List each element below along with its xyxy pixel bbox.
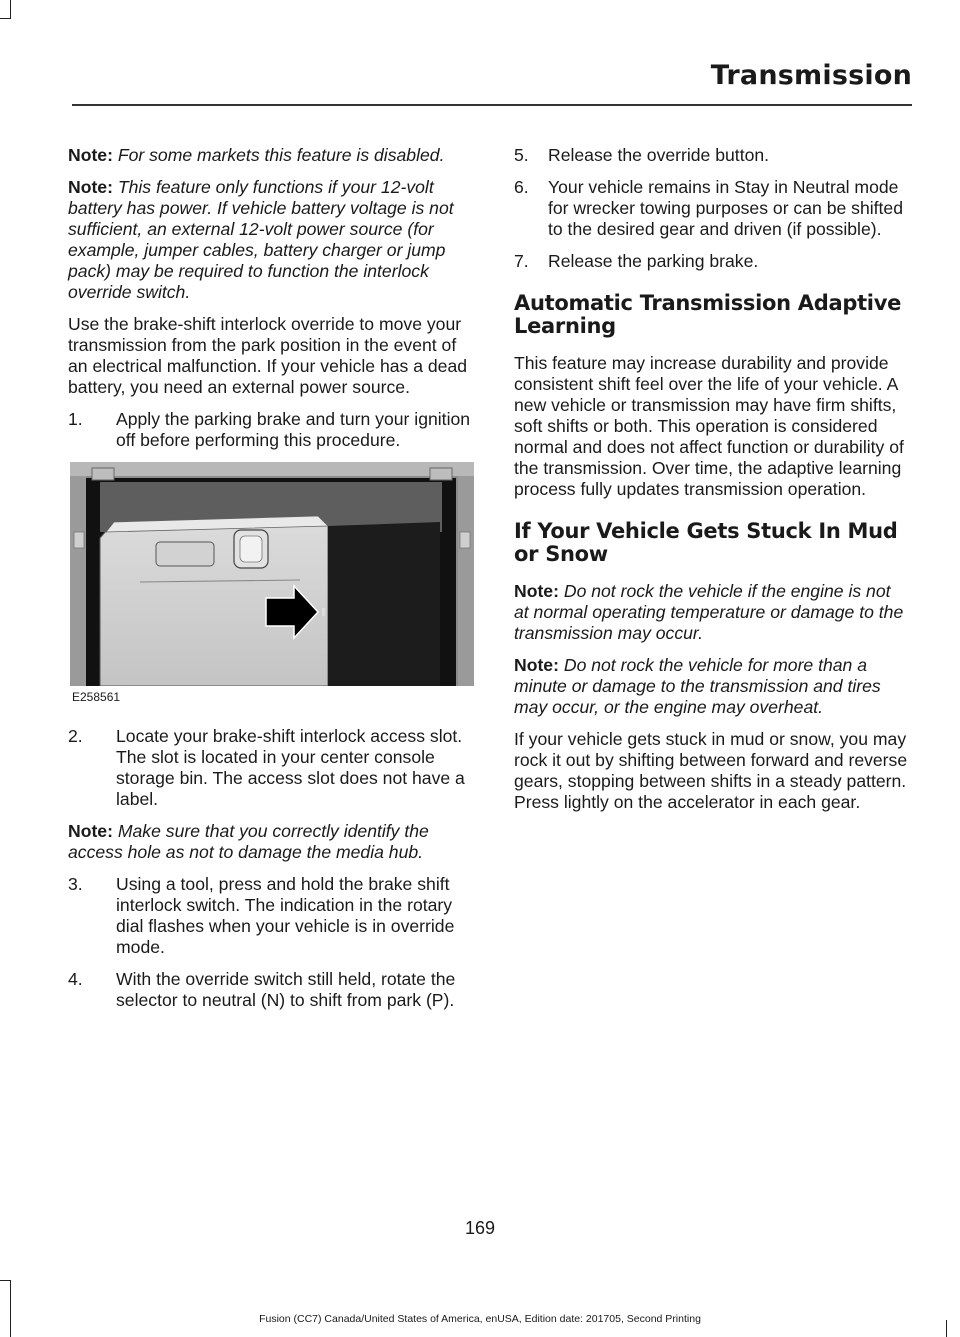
step-7 bbox=[514, 251, 908, 272]
section-heading-stuck-mud-snow: If Your Vehicle Gets Stuck In Mud or Snow bbox=[514, 519, 898, 566]
header-divider bbox=[72, 104, 912, 106]
note-label: Note: bbox=[68, 145, 113, 165]
note-label: Note: bbox=[68, 177, 113, 197]
adaptive-learning-paragraph: This feature may increase durability and provide consistent shift feel over the life of your vehicle. A new vehicle or transmission may have firm shifts, soft shifts or both. This operation is considered normal and does not affect function or durability of the transmission. Over time, the adaptive learning process fully updates transmission operation. bbox=[514, 353, 904, 499]
note-text: Do not rock the vehicle for more than a minute or damage to the transmission and tires may occur, or the engine may overheat. bbox=[514, 655, 881, 717]
note-access-hole bbox=[68, 821, 476, 863]
left-column bbox=[68, 145, 476, 1022]
step-number: 2. bbox=[68, 726, 83, 746]
note-label: Note: bbox=[514, 581, 559, 601]
step-4 bbox=[68, 969, 476, 1011]
note-text: Do not rock the vehicle if the engine is not at normal operating temperature or damage to the transmission may occur. bbox=[514, 581, 904, 643]
step-text: Apply the parking brake and turn your ignition off before performing this procedure. bbox=[116, 409, 471, 450]
step-text: Using a tool, press and hold the brake shift interlock switch. The indication in the rotary dial flashes when your vehicle is in override mode. bbox=[116, 874, 455, 957]
note-text: This feature only functions if your 12-volt battery has power. If vehicle battery voltage is not sufficient, an external 12-volt power source (for example, jumper cables, battery charger or jump pack) may be required to function the interlock override switch. bbox=[68, 177, 454, 302]
crop-mark-top-left bbox=[10, 0, 11, 18]
console-illustration bbox=[70, 462, 474, 706]
note-label: Note: bbox=[514, 655, 559, 675]
note-battery bbox=[68, 177, 476, 303]
note-engine-temperature bbox=[514, 581, 908, 644]
step-number: 6. bbox=[514, 177, 529, 197]
note-rocking-duration bbox=[514, 655, 908, 718]
page-number: 169 bbox=[464, 1218, 496, 1238]
step-text: Locate your brake-shift interlock access slot. The slot is located in your center console storage bin. The access slot does not have a label. bbox=[116, 726, 465, 809]
section-heading-adaptive-learning: Automatic Transmission Adaptive Learning bbox=[514, 291, 902, 338]
step-text: Release the parking brake. bbox=[548, 251, 759, 271]
step-3 bbox=[68, 874, 476, 958]
step-text: With the override switch still held, rotate the selector to neutral (N) to shift from park (P). bbox=[116, 969, 456, 1010]
step-number: 3. bbox=[68, 874, 83, 894]
right-column bbox=[514, 145, 908, 824]
stuck-paragraph: If your vehicle gets stuck in mud or snow, you may rock it out by shifting between forward and reverse gears, stopping between shifts in a steady pattern. Press lightly on the accelerator in each gear. bbox=[514, 729, 908, 812]
step-2 bbox=[68, 726, 476, 810]
step-number: 4. bbox=[68, 969, 83, 989]
step-1 bbox=[68, 409, 476, 451]
console-bin-drawing bbox=[70, 462, 474, 686]
intro-paragraph: Use the brake-shift interlock override to move your transmission from the park position in the event of an electrical malfunction. If your vehicle has a dead battery, you need an external power source. bbox=[68, 314, 468, 397]
note-text: For some markets this feature is disabled. bbox=[117, 145, 445, 165]
crop-mark-bottom-left bbox=[10, 1280, 11, 1337]
crop-mark-bottom-left-h bbox=[0, 1280, 11, 1281]
step-text: Release the override button. bbox=[548, 145, 770, 165]
note-label: Note: bbox=[68, 821, 113, 841]
step-number: 7. bbox=[514, 251, 529, 271]
step-number: 5. bbox=[514, 145, 529, 165]
step-number: 1. bbox=[68, 409, 83, 429]
figure-code: E258561 bbox=[72, 690, 121, 704]
step-5 bbox=[514, 145, 908, 166]
footer-edition: Fusion (CC7) Canada/United States of America, enUSA, Edition date: 201705, Second Printing bbox=[259, 1313, 701, 1325]
crop-mark-top-left-h bbox=[0, 18, 11, 19]
step-6 bbox=[514, 177, 908, 240]
note-markets bbox=[68, 145, 476, 166]
page-title: Transmission bbox=[710, 60, 912, 91]
step-text: Your vehicle remains in Stay in Neutral mode for wrecker towing purposes or can be shifted to the desired gear and driven (if possible). bbox=[548, 177, 903, 239]
note-text: Make sure that you correctly identify the access hole as not to damage the media hub. bbox=[68, 821, 429, 862]
